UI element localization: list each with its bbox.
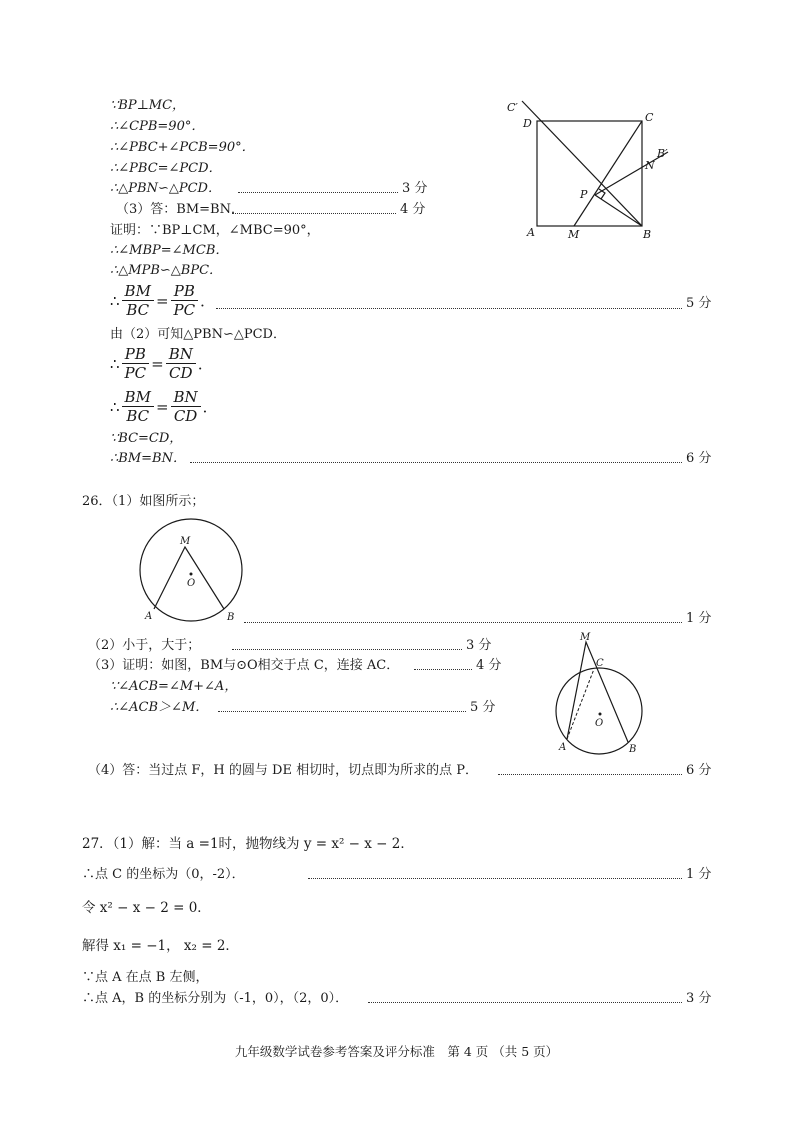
- score-mark: 4 分: [476, 658, 502, 673]
- denominator: PC: [124, 364, 147, 382]
- equals-sign: =: [155, 291, 169, 310]
- dot-leader: [414, 669, 472, 670]
- answer-line: ∴点 A，B 的坐标分别为（-1，0），（2，0）．: [82, 991, 349, 1006]
- circle-figure-2: [548, 626, 650, 756]
- proof-line: ∵BP⊥MC，: [110, 98, 186, 113]
- answer-line: 令 x² − x − 2 = 0．: [82, 900, 211, 916]
- proof-line: ∵∠ACB=∠M+∠A，: [110, 679, 238, 694]
- dot-leader: [308, 878, 682, 879]
- fraction-equation: [110, 388, 218, 425]
- label-m: M: [180, 536, 191, 547]
- score-mark: 6 分: [686, 763, 712, 778]
- label-c-prime: C′: [507, 101, 518, 114]
- denominator: CD: [173, 407, 198, 425]
- score-mark: 3 分: [466, 638, 492, 653]
- square-geometry-figure: [500, 95, 690, 245]
- label-n: N: [645, 159, 655, 172]
- therefore-symbol: ∴: [110, 397, 120, 416]
- score-mark: 3 分: [686, 991, 712, 1006]
- label-b: B: [227, 612, 235, 623]
- denominator: BC: [126, 301, 150, 319]
- equals-sign: =: [155, 397, 169, 416]
- label-d: D: [523, 117, 532, 130]
- proof-line: ∴BM=BN．: [110, 451, 186, 466]
- page-footer: 九年级数学试卷参考答案及评分标准 第 4 页 （共 5 页）: [234, 1044, 559, 1059]
- period: ．: [200, 292, 216, 310]
- label-o: O: [595, 718, 604, 729]
- numerator: BM: [122, 388, 154, 407]
- equals-sign: =: [151, 354, 164, 373]
- segment-ac: [567, 669, 594, 739]
- label-p: P: [580, 188, 588, 201]
- numerator: BN: [166, 345, 196, 364]
- label-a: A: [145, 611, 153, 622]
- right-angle-mark: [599, 189, 605, 199]
- numerator: PB: [122, 345, 149, 364]
- proof-line: ∴△MPB∽△BPC．: [110, 263, 223, 278]
- dot-leader: [216, 308, 682, 309]
- label-b-prime: B′: [657, 147, 668, 160]
- proof-line: 证明：∵BP⊥CM，∠MBC=90°，: [110, 223, 320, 238]
- period: ．: [197, 355, 213, 373]
- proof-line: ∴∠CPB=90°．: [110, 119, 205, 134]
- dot-leader: [232, 649, 462, 650]
- numerator: BN: [171, 388, 201, 407]
- circle-o: [556, 668, 642, 754]
- answer-line: （2）小于，大于；: [88, 638, 201, 653]
- answer-line: （3）答：BM=BN．: [116, 202, 244, 217]
- dot-leader: [190, 462, 682, 463]
- label-c: C: [596, 658, 604, 669]
- therefore-symbol: ∴: [110, 291, 120, 310]
- question-heading: 27．（1）解：当 a =1时，抛物线为 y = x² − x − 2．: [82, 836, 414, 852]
- proof-line: ∵BC=CD，: [110, 431, 183, 446]
- dot-leader: [244, 622, 682, 623]
- answer-line: ∵点 A 在点 B 左侧，: [82, 970, 209, 985]
- fraction: [171, 282, 199, 319]
- numerator: BM: [122, 282, 154, 301]
- label-a: A: [559, 742, 567, 753]
- dot-leader: [232, 213, 396, 214]
- proof-line: 由（2）可知△PBN∽△PCD．: [110, 327, 286, 342]
- proof-line: ∴∠PBC+∠PCB=90°．: [110, 140, 255, 155]
- dot-leader: [498, 774, 682, 775]
- fraction-equation: [110, 282, 215, 319]
- label-c: C: [645, 111, 654, 124]
- fraction: [166, 345, 196, 382]
- dot-leader: [368, 1002, 682, 1003]
- score-mark: 5 分: [470, 700, 496, 715]
- score-mark: 1 分: [686, 867, 712, 882]
- proof-line: ∴∠ACB＞∠M．: [110, 700, 209, 715]
- proof-line: ∴∠MBP=∠MCB．: [110, 243, 229, 258]
- label-m: M: [568, 228, 580, 241]
- score-mark: 5 分: [686, 296, 712, 311]
- proof-line: ∴△PBN∽△PCD．: [110, 181, 221, 196]
- denominator: BC: [126, 407, 150, 425]
- dot-leader: [218, 711, 466, 712]
- line-c-prime-b: [522, 101, 642, 226]
- therefore-symbol: ∴: [110, 354, 120, 373]
- fraction: [122, 345, 150, 382]
- line-bp: [595, 195, 642, 226]
- score-mark: 3 分: [402, 181, 428, 196]
- answer-line: （3）证明：如图，BM与⊙O相交于点 C，连接 AC．: [88, 658, 400, 673]
- period: ．: [202, 398, 218, 416]
- numerator: PB: [171, 282, 198, 301]
- answer-line: 解得 x₁ = −1， x₂ = 2．: [82, 938, 239, 954]
- answer-line: （4）答：当过点 F，H 的圆与 DE 相切时，切点即为所求的点 P．: [88, 763, 478, 778]
- proof-line: ∴∠PBC=∠PCD．: [110, 161, 222, 176]
- score-mark: 1 分: [686, 611, 712, 626]
- label-b: B: [643, 228, 652, 241]
- dot-leader: [238, 192, 398, 193]
- label-m: M: [580, 632, 591, 643]
- denominator: PC: [173, 301, 196, 319]
- label-b: B: [629, 744, 637, 755]
- label-a: A: [527, 226, 535, 239]
- fraction: [122, 388, 154, 425]
- center-point: [599, 713, 602, 716]
- answer-line: ∴点 C 的坐标为（0，-2）．: [82, 867, 245, 882]
- label-o: O: [187, 578, 196, 589]
- question-heading: 26．（1）如图所示；: [82, 494, 205, 509]
- score-mark: 6 分: [686, 451, 712, 466]
- fraction: [122, 282, 154, 319]
- score-mark: 4 分: [400, 202, 426, 217]
- circle-figure-1: [132, 514, 252, 626]
- fraction: [171, 388, 201, 425]
- denominator: CD: [169, 364, 193, 382]
- fraction-equation: [110, 345, 213, 382]
- center-point: [190, 573, 193, 576]
